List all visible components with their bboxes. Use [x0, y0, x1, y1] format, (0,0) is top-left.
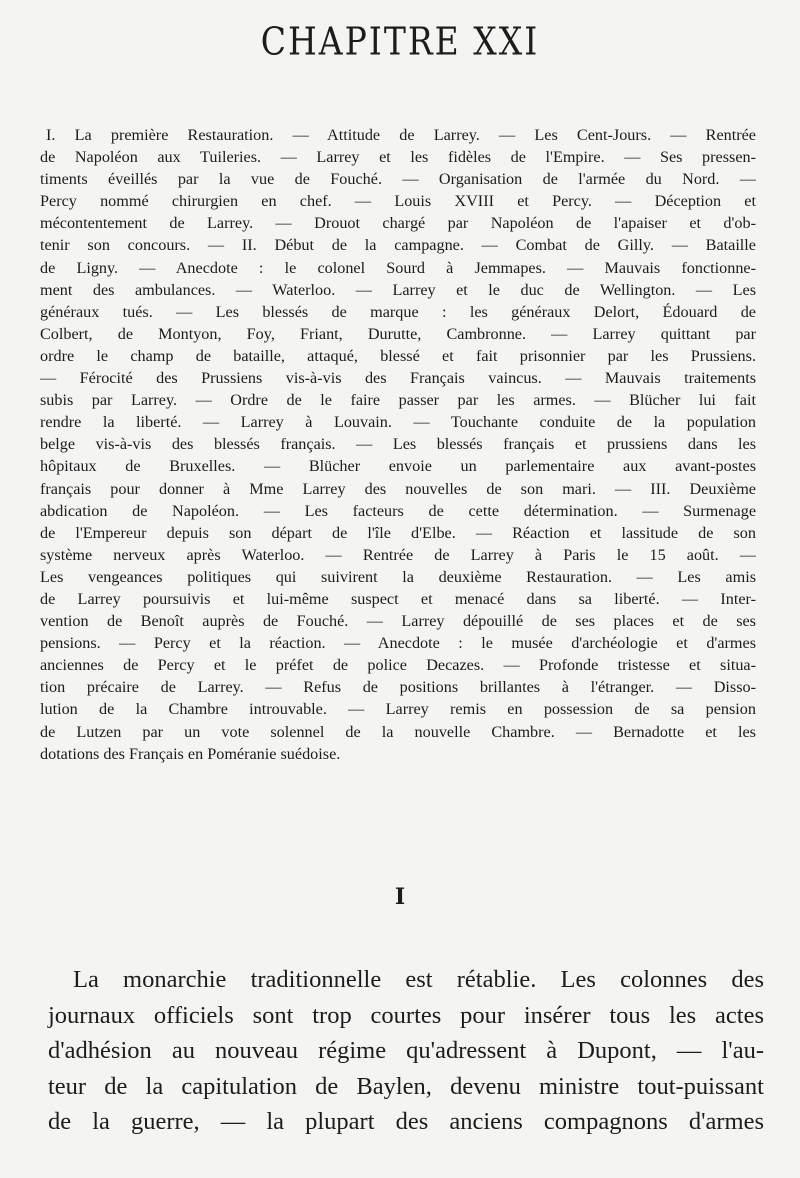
- summary-line: vention de Benoît auprès de Fouché. — Larrey dépouillé de ses places et de ses: [40, 612, 756, 631]
- summary-line: tion précaire de Larrey. — Refus de positions brillantes à l'étranger. — Disso-: [40, 678, 756, 697]
- section-numeral: I: [394, 884, 406, 910]
- summary-line: lution de la Chambre introuvable. — Larrey remis en possession de sa pension: [40, 700, 756, 719]
- summary-line: tenir son concours. — II. Début de la campagne. — Combat de Gilly. — Bataille: [40, 236, 756, 255]
- summary-line: I. La première Restauration. — Attitude de Larrey. — Les Cent-Jours. — Rentrée: [46, 126, 756, 144]
- body-line: teur de la capitulation de Baylen, devenu ministre tout-puissant: [48, 1072, 764, 1100]
- chapter-title: CHAPITRE XXI: [260, 19, 540, 64]
- summary-line: ment des ambulances. — Waterloo. — Larrey et le duc de Wellington. — Les: [40, 280, 756, 299]
- summary-line: français pour donner à Mme Larrey des nouvelles de son mari. — III. Deuxième: [40, 479, 756, 498]
- summary-line: hôpitaux de Bruxelles. — Blücher envoie un parlementaire aux avant-postes: [40, 457, 756, 476]
- summary-line: système nerveux après Waterloo. — Rentrée de Larrey à Paris le 15 août. —: [40, 545, 756, 564]
- summary-line: mécontentement de Larrey. — Drouot chargé par Napoléon de l'apaiser et d'ob-: [40, 214, 756, 233]
- summary-line: belge vis-à-vis des blessés français. — Les blessés français et prussiens dans les: [40, 435, 756, 454]
- body-paragraph: [48, 962, 764, 1140]
- body-line: journaux officiels sont trop courtes pour insérer tous les actes: [48, 1001, 764, 1029]
- chapter-summary: [40, 124, 756, 765]
- summary-line: — Férocité des Prussiens vis-à-vis des Français vaincus. — Mauvais traitements: [40, 369, 756, 388]
- summary-line: de Napoléon aux Tuileries. — Larrey et les fidèles de l'Empire. — Ses pressen-: [40, 148, 756, 167]
- summary-line: dotations des Français en Poméranie suédoise.: [40, 744, 341, 763]
- summary-line: Percy nommé chirurgien en chef. — Louis XVIII et Percy. — Déception et: [40, 192, 756, 211]
- summary-line: généraux tués. — Les blessés de marque : les généraux Delort, Édouard de: [40, 302, 756, 321]
- summary-line: de Lutzen par un vote solennel de la nouvelle Chambre. — Bernadotte et les: [40, 722, 756, 741]
- summary-line: Les vengeances politiques qui suivirent la deuxième Restauration. — Les amis: [40, 567, 756, 586]
- body-line: d'adhésion au nouveau régime qu'adressent à Dupont, — l'au-: [48, 1037, 764, 1064]
- summary-line: pensions. — Percy et la réaction. — Anecdote : le musée d'archéologie et d'armes: [40, 634, 756, 653]
- summary-line: ordre le champ de bataille, attaqué, blessé et fait prisonnier par les Prussiens.: [40, 346, 756, 365]
- summary-line: de Larrey poursuivis et lui-même suspect et menacé dans sa liberté. — Inter-: [40, 589, 756, 608]
- summary-line: abdication de Napoléon. — Les facteurs de cette détermination. — Surmenage: [40, 501, 756, 520]
- summary-line: rendre la liberté. — Larrey à Louvain. — Touchante conduite de la population: [40, 413, 756, 432]
- summary-line: subis par Larrey. — Ordre de le faire passer par les armes. — Blücher lui fait: [40, 391, 756, 410]
- body-line: La monarchie traditionnelle est rétablie. Les colonnes des: [73, 966, 764, 993]
- summary-line: de Ligny. — Anecdote : le colonel Sourd à Jemmapes. — Mauvais fonctionne-: [40, 258, 756, 277]
- summary-line: de l'Empereur depuis son départ de l'île d'Elbe. — Réaction et lassitude de son: [40, 523, 756, 542]
- summary-line: anciennes de Percy et le préfet de police Decazes. — Profonde tristesse et situa-: [40, 656, 756, 675]
- body-line: de la guerre, — la plupart des anciens compagnons d'armes: [48, 1108, 764, 1135]
- summary-line: Colbert, de Montyon, Foy, Friant, Durutte, Cambronne. — Larrey quittant par: [40, 324, 756, 343]
- summary-line: timents éveillés par la vue de Fouché. — Organisation de l'armée du Nord. —: [40, 170, 756, 189]
